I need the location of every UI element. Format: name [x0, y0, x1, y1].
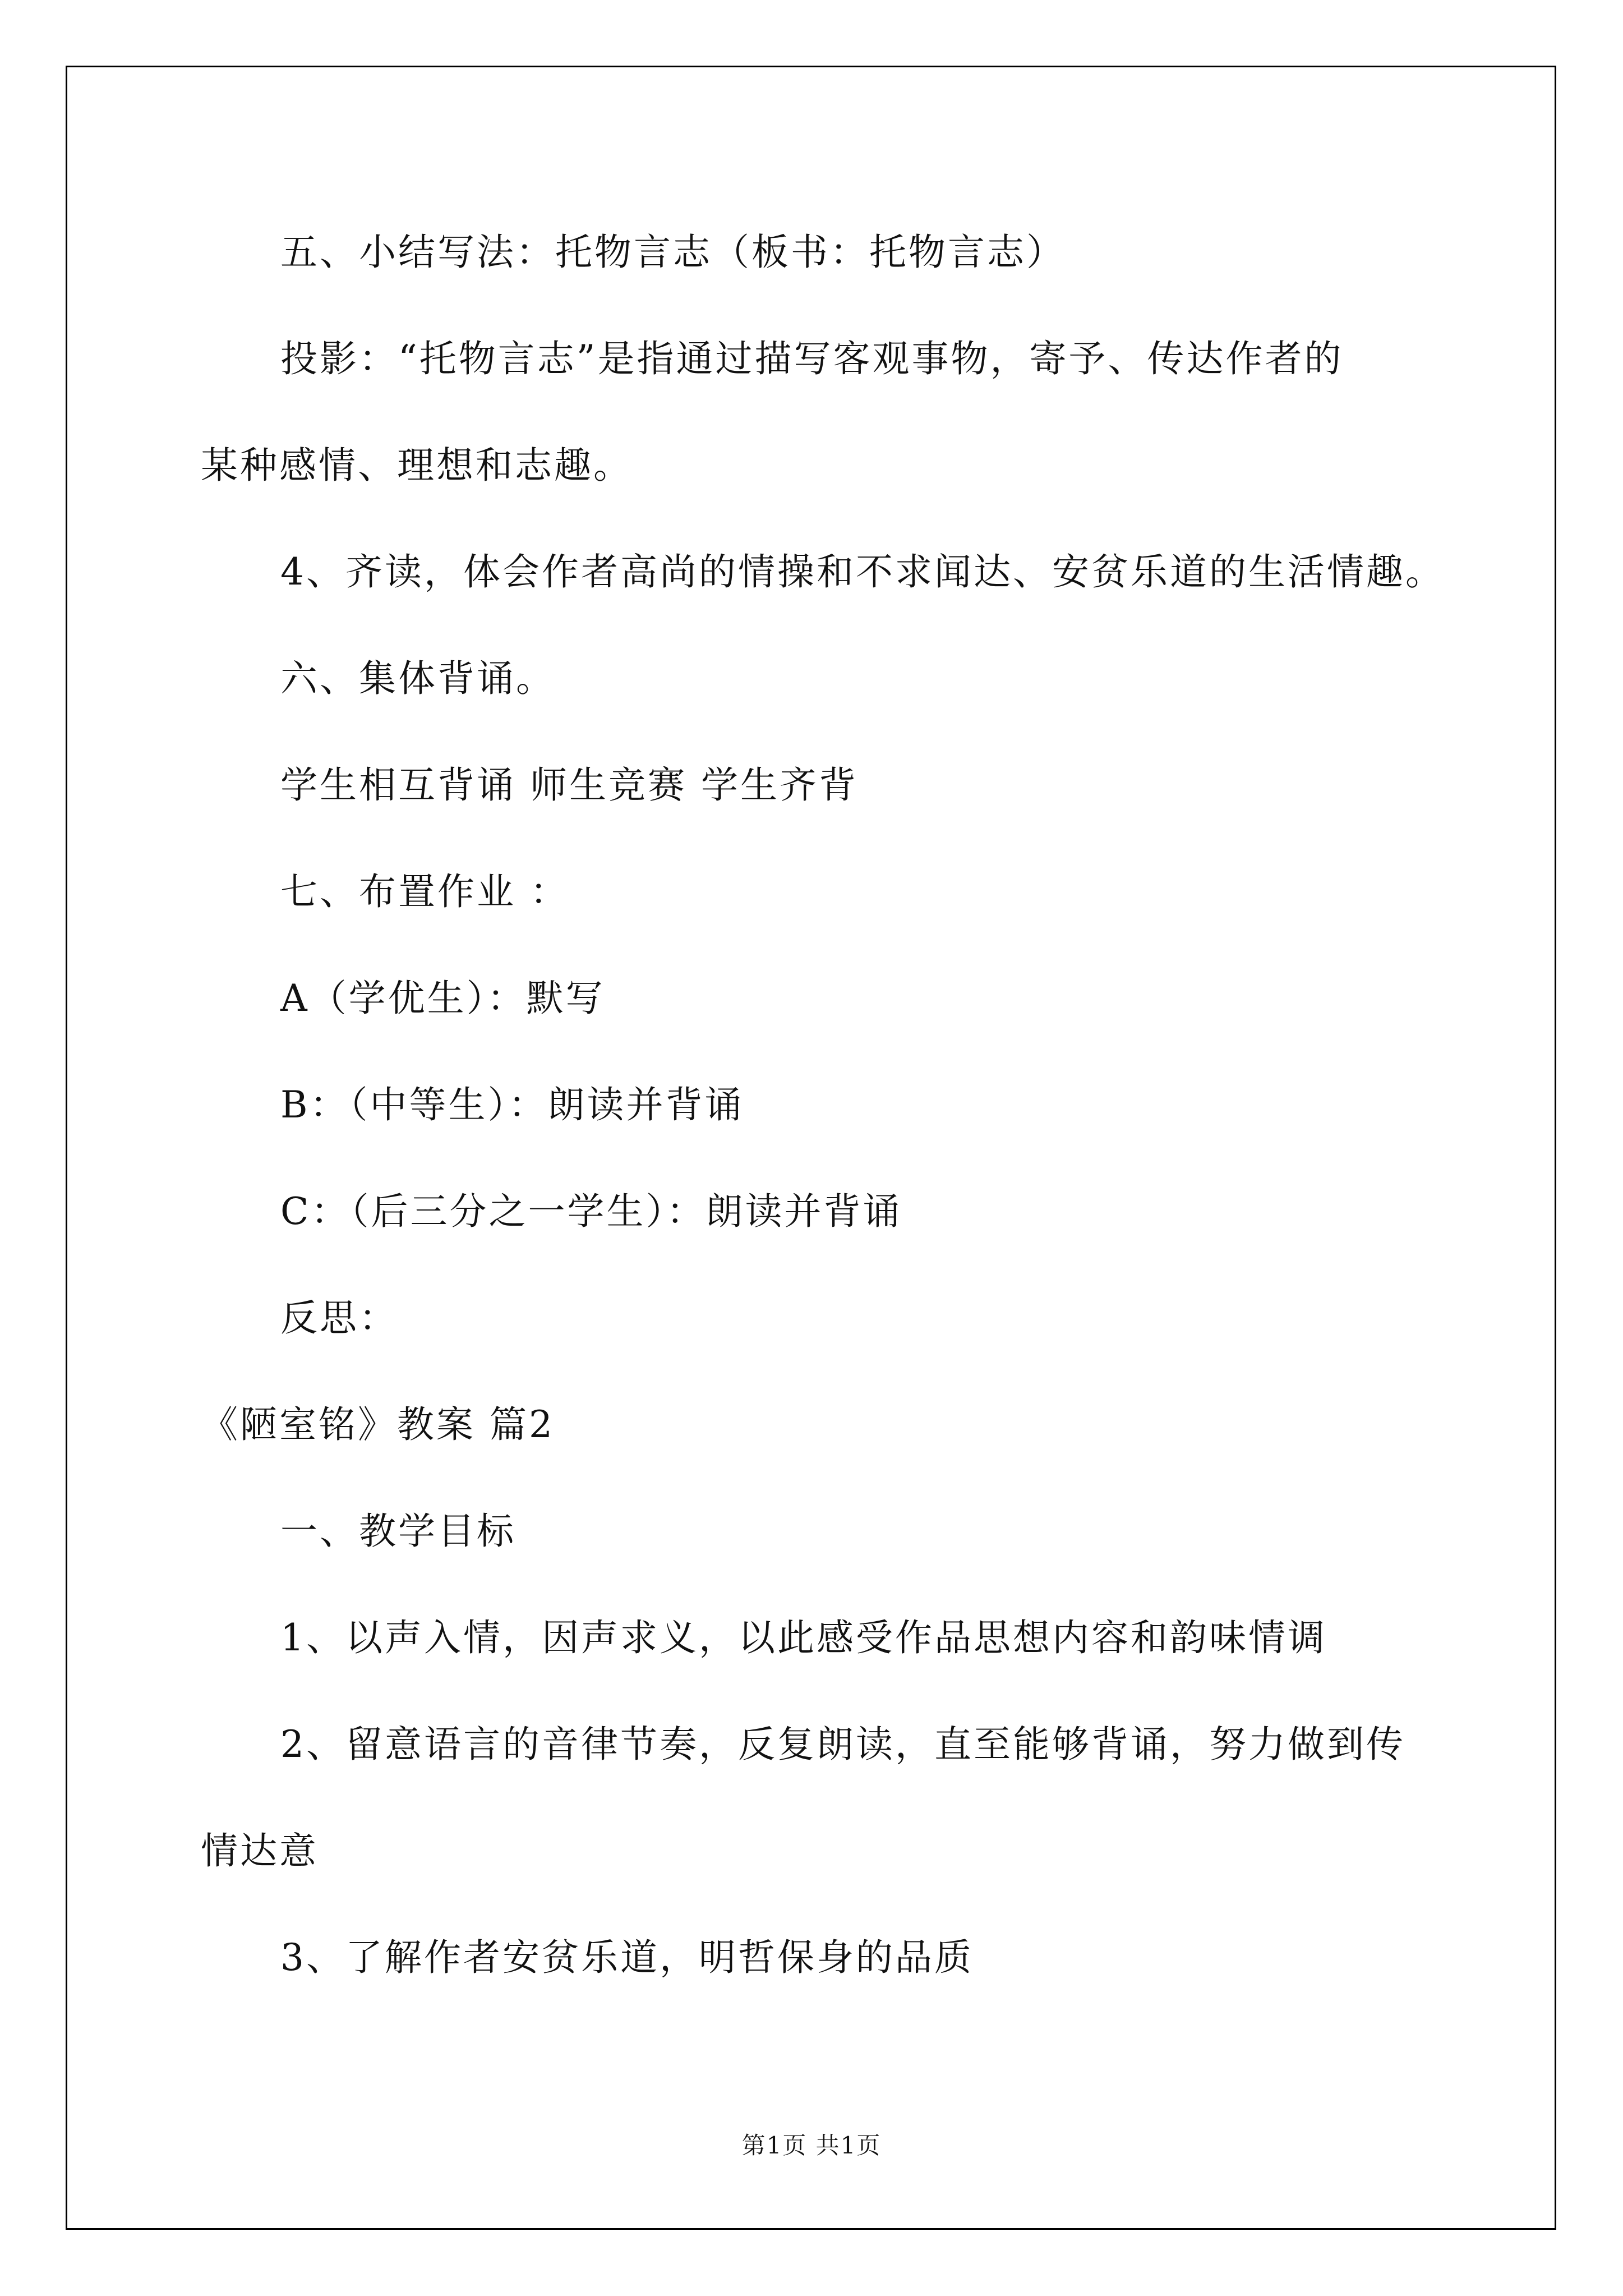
- recitation-methods: 学生相互背诵 师生竞赛 学生齐背: [280, 763, 858, 807]
- page-number-footer: 第1页 共1页: [741, 2132, 882, 2159]
- homework-c: C：（后三分之一学生）：朗读并背诵: [280, 1190, 902, 1233]
- section-five-heading: 五、小结写法：托物言志（板书：托物言志）: [280, 231, 1066, 274]
- goal-2-line-2: 情达意: [201, 1829, 319, 1872]
- page-border: [66, 66, 1556, 2230]
- goal-3: 3、了解作者安贫乐道，明哲保身的品质: [280, 1936, 974, 1979]
- projection-paragraph-line-2: 某种感情、理想和志趣。: [201, 444, 633, 487]
- projection-paragraph-line-1: 投影：“托物言志”是指通过描写客观事物，寄予、传达作者的: [280, 337, 1344, 380]
- reflection-label: 反思：: [280, 1296, 398, 1340]
- section-seven-heading: 七、布置作业 ：: [280, 870, 569, 913]
- teaching-goals-heading: 一、教学目标: [280, 1510, 516, 1553]
- homework-a: A（学优生）：默写: [280, 977, 605, 1020]
- homework-b: B：（中等生）：朗读并背诵: [280, 1083, 744, 1126]
- goal-2-line-1: 2、留意语言的音律节奏，反复朗读，直至能够背诵，努力做到传: [280, 1723, 1405, 1766]
- goal-1: 1、以声入情，因声求义，以此感受作品思想内容和韵味情调: [280, 1616, 1327, 1659]
- read-together-paragraph: 4、齐读，体会作者高尚的情操和不求闻达、安贫乐道的生活情趣。: [280, 550, 1445, 593]
- lesson-plan-2-title: 《陋室铭》教案 篇2: [201, 1403, 555, 1446]
- section-six-heading: 六、集体背诵。: [280, 657, 555, 700]
